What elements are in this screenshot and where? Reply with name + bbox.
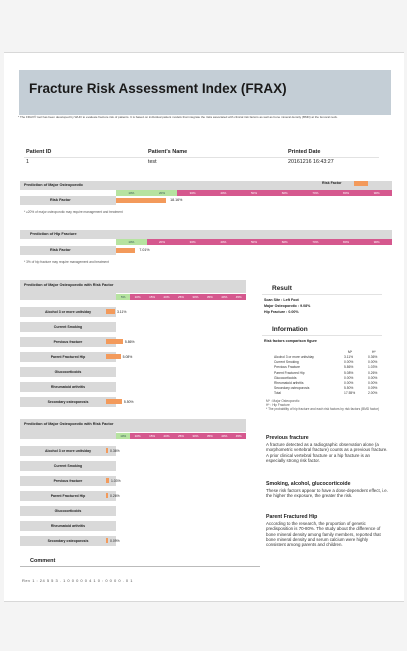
hip-risk-label: Risk Factor [50,248,71,252]
factor-label: Alcohol 3 or more units/day [44,449,92,453]
risk-factor-legend-label: Risk Factor [322,181,342,185]
result-title: Result [272,285,292,292]
factor-label: Rheumatoid arthritis [50,385,86,389]
scale-segment: 90% [361,190,392,196]
smoking-title: Smoking, alcohol, glucocorticoide [266,481,351,487]
parent-hip-text: According to the research, the proportion of genetic predisposition is 70-80%. The study about the difference of bone mineral density among family members, reported that bone mineral density and serum calcium were highly consistent among parents and children. [266,521,381,548]
printed-date-value: 20161216 16:43:27 [288,159,334,165]
factor-value-bar [106,399,122,404]
scale-segment: 20% [159,433,173,439]
hip-prediction-scale [116,239,392,245]
info-row-major: 3.11% [344,355,354,359]
result-scan-site: Scan Site : Left Foot [264,298,299,302]
info-row-label: Total [274,391,281,396]
info-row-hip: 0.00% [368,375,378,380]
factor-value-bar [106,538,108,543]
info-col-major: M* [348,350,353,354]
factor-value-bar [106,478,109,483]
info-row-major: 0.00% [344,360,354,365]
info-row-label: Current Smoking [274,360,299,365]
scale-segment: 45% [232,433,246,439]
factor-value: 0.09% [110,539,120,543]
scale-segment: 30% [177,190,208,196]
scale-segment: 30% [177,239,208,245]
major-factors-scale-bg [116,280,246,293]
info-row-major: 5.08% [344,370,354,375]
hip-factors-title: Prediction of Major Osteoporotic with Risk Factor [24,422,114,426]
factor-value-bar [106,493,108,498]
scale-segment: 40% [217,294,231,300]
factor-value: 1.03% [110,479,121,483]
scale-segment: 25% [174,294,188,300]
factor-label: Previous fracture [53,479,83,483]
hip-factors-scale-bg [116,419,246,432]
printed-date-label: Printed Date [288,149,321,155]
info-row-label: Parent Fractured Hip [274,370,305,375]
scale-segment: 40% [208,239,239,245]
info-row-label: Rheumatoid arthritis [274,381,304,385]
factor-label: Current Smoking [53,464,83,468]
major-prediction-scale [116,190,392,196]
scale-segment: 70% [300,190,331,196]
previous-fracture-title: Previous fracture [266,435,309,441]
patient-name-value: test [148,159,157,165]
info-row-label: Alcohol 3 or more units/day [274,355,314,359]
factor-label: Alcohol 3 or more units/day [44,310,92,314]
hip-risk-value-bar [116,248,135,253]
factor-value-bar [106,339,123,344]
factor-value-bar [106,354,121,359]
info-row-hip: 2.00% [368,391,378,396]
scale-segment: 20% [147,239,178,245]
major-risk-label: Risk Factor [50,198,71,202]
intro-text: * The FRAX® tool has been developed by WHO to evaluate fracture risk of patients. It is based on individual patient models that integrate the risks associated with clinical risk factors as well as bone mineral density (BMD) at the femoral neck. [18,115,338,119]
info-footnote-major: M* : Major Osteoporotic [266,399,300,403]
scale-segment: 90% [361,239,392,245]
factor-label: Glucocorticoids [54,370,82,374]
scale-segment: 35% [203,294,217,300]
scale-segment: 45% [232,294,246,300]
scale-segment: 50% [239,190,270,196]
comment-divider [20,566,260,567]
scale-segment: 25% [174,433,188,439]
info-row-hip: 0.36% [368,355,378,359]
patient-divider [24,157,379,158]
result-hip: Hip Fracture : 0.00% [264,310,299,314]
smoking-text: These risk factors appear to have a dose-dependent effect, i.e. the higher the exposure, the greater the risk. [266,488,388,499]
scale-segment: 30% [188,433,202,439]
factor-value-bar [106,448,108,453]
info-row-major: 17.55% [344,391,356,396]
factor-label: Previous fracture [53,340,83,344]
patient-id-label: Patient ID [26,149,52,155]
report-page [4,52,404,602]
factor-value: 5.08% [122,355,133,359]
factor-value: 0.36% [110,449,120,453]
major-risk-value-bar [116,198,166,203]
scale-segment: 5% [116,294,130,300]
info-col-hip: H* [372,350,376,354]
info-row-hip: 0.09% [368,386,378,391]
info-row-hip: 0.00% [368,360,378,365]
info-row-hip: 1.03% [368,365,378,370]
page-title: Fracture Risk Assessment Index (FRAX) [29,81,287,96]
scale-segment: 70% [300,239,331,245]
scale-segment: 20% [147,190,178,196]
factor-value: 3.11% [116,310,127,314]
scale-segment: 40% [208,190,239,196]
scale-segment: 10% [130,294,144,300]
scale-segment: 15% [145,294,159,300]
info-footnote-hip: H* : Hip Fracture [266,403,290,407]
scale-segment: 50% [239,239,270,245]
footer-text: Rev 1 : 24 5 5 3 . 1 0 0 0 0 0 4 1 0 : 0 0 0 0 . 0 1 [22,578,133,583]
factor-label: Parent Fractured Hip [50,494,86,498]
factor-label: Parent Fractured Hip [50,355,86,359]
major-risk-value: 18.16% [170,198,183,202]
scale-segment: 30% [188,294,202,300]
scale-segment: 10% [116,190,147,196]
hip-risk-value: 7.01% [139,248,150,252]
patient-name-label: Patient's Name [148,149,188,155]
scale-segment: 20% [159,294,173,300]
info-row-hip: 0.00% [368,381,378,385]
information-title: Information [272,326,308,333]
major-factors-title: Prediction of Major Osteoporotic with Risk Factor [24,283,114,287]
info-row-major: 5.50% [344,386,354,391]
risk-factor-legend-swatch [354,181,368,186]
info-row-label: Glucocorticoids [274,375,297,380]
result-major: Major Osteoporotic : 9.08% [264,304,311,308]
information-subtitle: Risk factors comparison figure [264,339,317,343]
comment-title: Comment [30,558,56,564]
information-divider [262,335,382,336]
major-factors-scale [116,294,246,300]
hip-prediction-note: * 3% of hip fracture may require management and treatment [24,260,109,264]
info-footnote-note: * The probability of hip fracture and each risk factors by risk factors (BMD factor) [266,407,380,411]
scale-segment: 80% [331,190,362,196]
hip-prediction-title: Prediction of Hip Fracture [30,232,77,236]
previous-fracture-text: A fracture detected as a radiographic observation alone (a morphometric vertebral fracture) counts as a previous fracture. A prior clinical vertebral fracture or a hip fracture is an especially strong risk factor. [266,442,388,463]
factor-label: Secondary osteoporosis [47,539,89,543]
factor-value: 0.26% [110,494,120,498]
scale-segment: 80% [331,239,362,245]
info-row-label: Previous Fracture [274,365,301,370]
parent-hip-title: Parent Fractured Hip [266,514,318,520]
patient-id-value: 1 [26,159,29,165]
scale-segment: 10% [116,239,147,245]
info-row-major: 0.00% [344,381,354,385]
factor-value: 5.50% [123,400,134,404]
factor-label: Current Smoking [53,325,83,329]
scale-segment: 15% [145,433,159,439]
info-row-major: 5.86% [344,365,354,370]
title-banner [19,70,391,115]
scale-segment: 60% [269,190,300,196]
info-row-label: Secondary osteoporosis [274,386,310,391]
scale-segment: 10% [130,433,144,439]
factor-label: Rheumatoid arthritis [50,524,86,528]
factor-value-bar [106,309,115,314]
scale-segment: 60% [269,239,300,245]
hip-factors-scale [116,433,246,439]
major-prediction-title: Prediction of Major Osteoporotic [24,183,84,187]
factor-label: Glucocorticoids [54,509,82,513]
result-divider [262,294,382,295]
info-row-major: 0.00% [344,375,354,380]
scale-segment: 40% [217,433,231,439]
factor-value: 5.86% [124,340,135,344]
scale-segment: 35% [203,433,217,439]
scale-segment: 10% [116,433,130,439]
info-row-hip: 0.26% [368,370,378,375]
major-prediction-note: * ≥20% of major osteoporotic may require management and treatment [24,210,123,214]
factor-label: Secondary osteoporosis [47,400,89,404]
